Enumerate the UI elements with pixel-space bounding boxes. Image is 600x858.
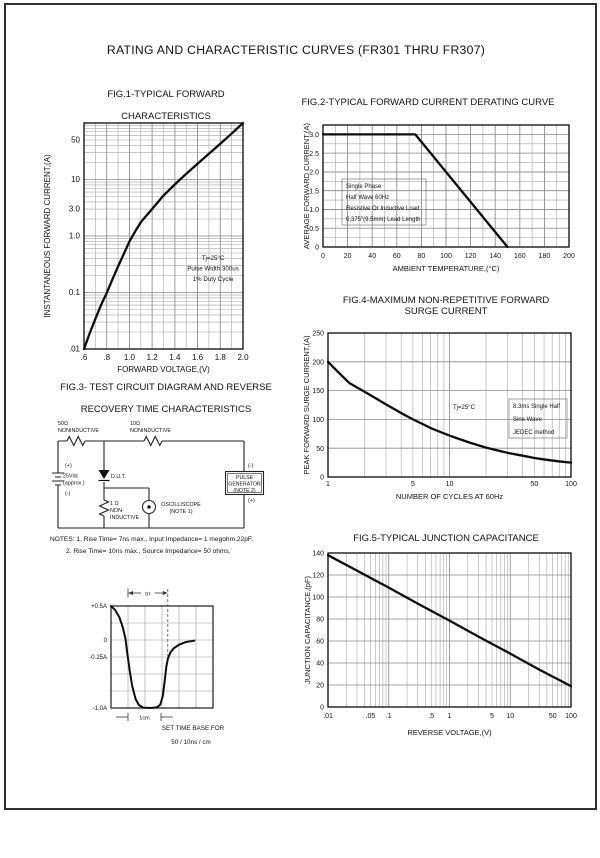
y-tick-label: .01 [68,344,80,354]
x-tick-label: 50 [530,481,539,488]
scope-y-label: 0 [103,638,107,645]
y-tick-label: 10 [71,175,80,185]
y-tick-label: 50 [316,445,324,453]
resistor-1ohm-label2: NON- [110,508,124,514]
y-axis-title: PEAK FORWARD SURGE CURRENT,(A) [302,335,311,475]
y-tick-label: 0 [320,474,324,482]
annotation-text: Single Phase [346,184,382,190]
wire-path [58,441,244,528]
annotation-text: Tj=25°C [201,255,225,262]
x-tick-label: 60 [392,253,401,260]
annotation-text: Sine Wave [513,417,542,423]
x-tick-label: 1.6 [192,353,204,362]
resistor-50ohm-label: 50Ω [58,421,69,427]
y-tick-label: 200 [312,359,324,367]
fig2-derating-curve-chart [301,117,591,277]
fig4-surge-current-chart [301,323,591,503]
x-tick-label: .6 [80,353,88,362]
y-tick-label: 0 [320,704,324,712]
battery-minus-label: (-) [65,491,71,497]
x-tick-label: 0 [321,253,325,260]
trr-arrow-right [163,591,168,595]
annotation-text: Resistive Or Inductive Load [346,206,420,212]
page-title: RATING AND CHARACTERISTIC CURVES (FR301 THRU FR307) [106,43,486,57]
x-tick-label: 1.4 [169,353,181,362]
x-tick-label: 5 [490,713,494,720]
oscilloscope-probe-dot [147,505,150,508]
fig3-title-line2: RECOVERY TIME CHARACTERISTICS [80,404,252,415]
y-tick-label: 1.0 [68,231,80,241]
annotation-text: 1% Duty Cycle [192,276,234,283]
fig3-recovery-waveform-chart [51,580,266,752]
pulse-generator-plus-label: (+) [248,498,255,504]
fig5-junction-capacitance-chart [301,543,591,743]
y-tick-label: 1.5 [309,188,319,196]
pulse-generator-label3: (NOTE 2) [233,488,256,494]
y-tick-label: 100 [312,594,324,602]
y-tick-label: 0.1 [68,288,80,298]
y-axis-title: AVERAGE FORWARD CURRENT,(A) [302,122,311,250]
x-tick-label: 1.8 [214,353,226,362]
resistor-10ohm-symbol [144,437,162,446]
x-axis-title: REVERSE VOLTAGE,(V) [407,728,492,737]
fig3-title-line1: FIG.3- TEST CIRCUIT DIAGRAM AND REVERSE [60,382,272,393]
x-tick-label: 100 [565,713,577,720]
y-axis-title: JUNCTION CAPACITANCE,(pF) [303,575,312,685]
fig4-title-line2: SURGE CURRENT [404,306,488,317]
y-tick-label: 2.5 [309,150,319,158]
trr-arrow-left [128,591,133,595]
fig1-title-line2: CHARACTERISTICS [121,111,211,122]
x-axis-title: NUMBER OF CYCLES AT 60Hz [395,492,504,501]
battery-voltage-label: 25Vdc [63,473,79,480]
y-tick-label: 3.0 [309,131,319,139]
resistor-10ohm-label: 10Ω [130,421,141,427]
oscilloscope-label: OSCILLISCOPE [161,502,201,508]
x-tick-label: 160 [513,253,526,260]
fig5-title: FIG.5-TYPICAL JUNCTION CAPACITANCE [353,533,539,544]
x-tick-label: 20 [343,253,352,260]
x-tick-label: 2.0 [237,353,249,362]
y-tick-label: 140 [312,550,324,558]
x-axis-title: AMBIENT TEMPERATURE,(°C) [392,264,500,273]
x-tick-label: 100 [565,481,577,488]
y-tick-label: 250 [312,330,324,338]
y-axis-title: INSTANTANEOUS FORWARD CURRENT,(A) [43,154,52,318]
battery-plus-label: (+) [65,463,72,469]
resistor-10ohm-label2: NONINDUCTIVE [130,428,172,434]
fig3-note-2: 2. Rise Time= 10ns max., Source Impedance= 50 ohms. [66,548,231,555]
cm-label: 1cm [139,715,150,722]
x-tick-label: 10 [506,713,515,720]
timebase-caption-2: 50 / 10ns / cm [171,739,211,746]
fig3-note-1: NOTES: 1. Rise Time= 7ns max., Input Impedance= 1 megohm.22pF. [50,536,254,543]
x-tick-label: .01 [323,713,333,720]
dut-label: D.U.T. [111,474,126,480]
x-tick-label: 100 [440,253,452,260]
x-tick-label: 80 [417,253,426,260]
resistor-1ohm-label: 1 Ω [110,501,119,507]
x-tick-label: .1 [385,713,392,720]
y-tick-label: 120 [312,572,324,580]
y-tick-label: 60 [316,638,324,646]
y-tick-label: 20 [316,682,324,690]
diode-symbol [99,470,110,479]
fig2-title: FIG.2-TYPICAL FORWARD CURRENT DERATING CURVE [301,97,555,108]
x-tick-label: 200 [563,253,575,260]
x-tick-label: 1.2 [146,353,158,362]
x-tick-label: 5 [410,481,415,488]
annotation-text: JEDEC method [513,430,555,436]
y-tick-label: 150 [312,388,324,396]
resistor-1ohm-label3: INDUCTIVE [110,515,140,521]
scope-y-label: +0.5A [91,604,107,611]
fig3-test-circuit-diagram [41,415,281,541]
y-tick-label: 0 [315,244,319,252]
fig1-title-line1: FIG.1-TYPICAL FORWARD [107,89,225,100]
y-tick-label: 1.0 [309,207,319,215]
pulse-generator-label2: GENERATOR [228,481,261,488]
resistor-1ohm-symbol [100,500,109,516]
datasheet-page-border [4,3,597,810]
y-tick-label: 50 [71,135,80,145]
x-tick-label: 1 [447,713,452,720]
annotation-text: 8.3ms Single Half [513,404,561,410]
y-tick-label: 3.0 [68,204,80,214]
pulse-generator-minus-label: (-) [248,463,254,469]
trr-label: trr [145,591,151,598]
x-tick-label: 120 [464,253,477,260]
scope-y-label: -0.25A [89,655,107,662]
x-tick-label: 1 [326,481,330,488]
scope-y-label: -1.0A [92,706,107,713]
x-tick-label: 140 [489,253,502,260]
annotation-text: Pulse Width 300us [187,265,239,273]
x-tick-label: 10 [445,481,454,488]
battery-approx-label: (approx.) [63,480,85,487]
timebase-caption-1: SET TIME BASE FOR [161,725,225,732]
x-tick-label: 40 [368,253,377,260]
x-tick-label: 50 [548,713,557,720]
y-tick-label: 2.0 [309,169,319,177]
y-tick-label: 100 [312,417,324,424]
x-tick-label: .5 [428,713,435,720]
fig1-forward-characteristics-chart [34,117,266,381]
y-tick-label: 0.5 [309,225,319,233]
x-tick-label: 180 [538,253,551,260]
x-axis-title: FORWARD VOLTAGE,(V) [117,365,210,374]
fig4-title-line1: FIG.4-MAXIMUM NON-REPETITIVE FORWARD [342,295,550,306]
oscilloscope-note-label: (NOTE 1) [169,509,193,515]
annotation-text: Half Wave 60Hz [346,195,390,201]
annotation-text: Tj=25°C [453,405,475,411]
x-tick-label: 1.0 [123,353,135,362]
y-tick-label: 80 [316,616,324,624]
resistor-50ohm-label2: NONINDUCTIVE [58,428,100,434]
annotation-text: 0.375"(9.5mm) Lead Length [346,217,421,223]
x-tick-label: .05 [365,713,376,720]
y-tick-label: 40 [316,660,324,668]
x-tick-label: .8 [103,353,111,362]
pulse-generator-label1: PULSE [235,475,254,481]
resistor-50ohm-symbol [67,437,85,446]
